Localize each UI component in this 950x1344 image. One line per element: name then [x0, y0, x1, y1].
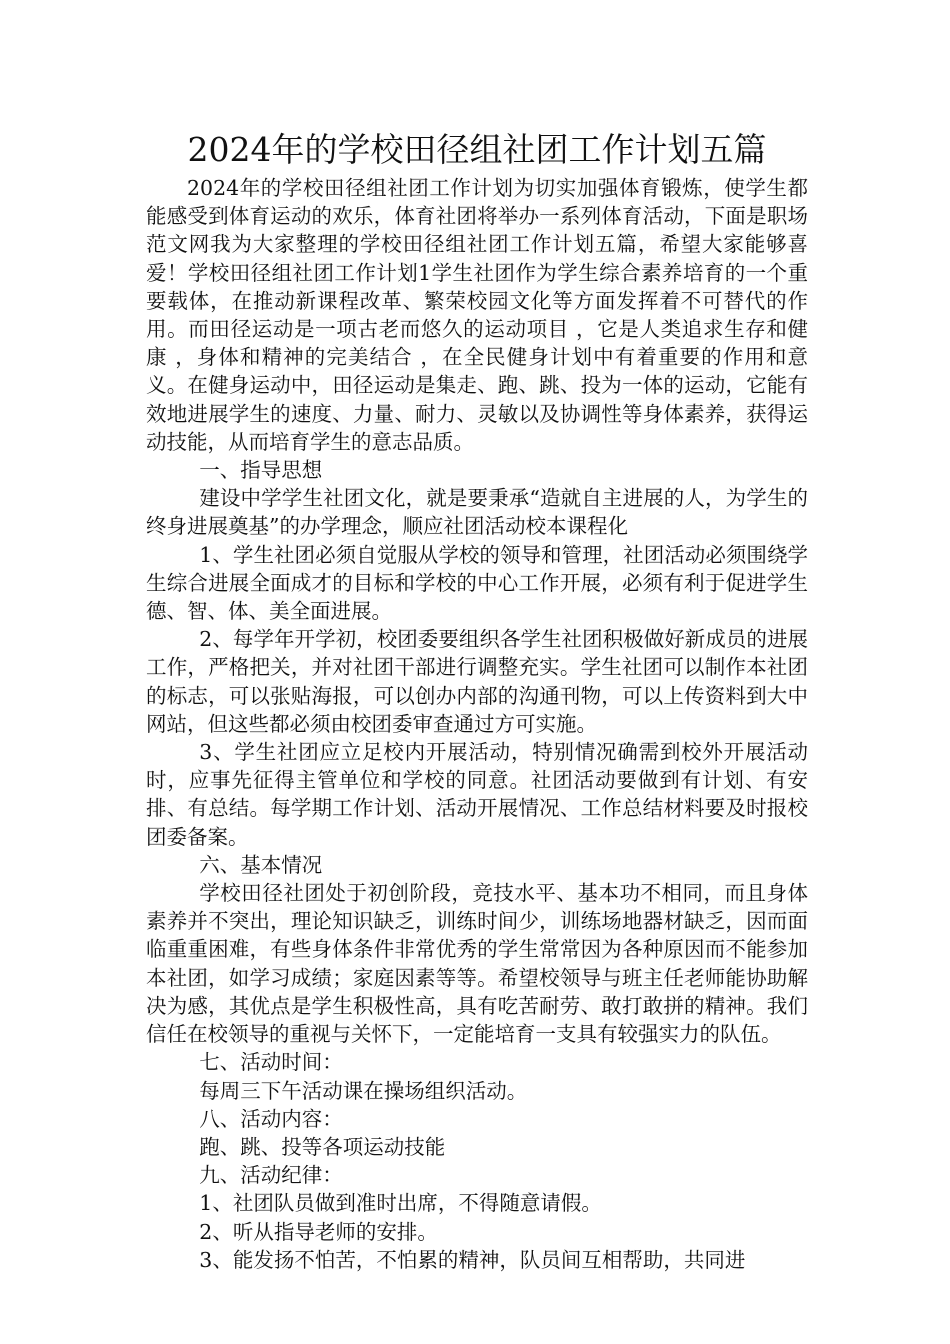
paragraph-discipline-3: 3、能发扬不怕苦，不怕累的精神，队员间互相帮助，共同进 — [199, 1247, 746, 1272]
section-heading-guiding-thought: 一、指导思想 — [199, 458, 323, 483]
paragraph-activity-time: 每周三下午活动课在操场组织活动。 — [199, 1078, 528, 1103]
section-heading-basic-situation: 六、基本情况 — [199, 852, 323, 877]
intro-paragraph: 2024年的学校田径组社团工作计划为切实加强体育锻炼，使学生都能感受到体育运动的欢乐，体育社团将举办一系列体育活动，下面是职场范文网我为大家整理的学校田径组社团工作计划五篇，希望大家能够喜爱！学校田径组社团工作计划1学生社团作为学生综合素养培育的一个重要载体，在推动新课程改革、繁荣校园文化等方面发挥着不可替代的作用。而田径运动是一项古老而悠久的运动项目 ，它是人类追求生存和健康 ，身体和精神的完美结合 ，在全民健身计划中有着重要的作用和意义。在健身运动中，田径运动是集走、跑、跳、投为一体的运动，它能有效地进展学生的速度、力量、耐力、灵敏以及协调性等身体素养，获得运动技能，从而培育学生的意志品质。 — [146, 176, 808, 454]
section-heading-discipline: 九、活动纪律： — [199, 1163, 343, 1188]
paragraph-activity-content: 跑、跳、投等各项运动技能 — [199, 1134, 446, 1159]
document-title: 2024年的学校田径组社团工作计划五篇 — [187, 130, 767, 169]
paragraph-club-culture: 建设中学学生社团文化，就是要秉承“造就自主进展的人，为学生的终身进展奠基”的办学理念，顺应社团活动校本课程化 — [146, 486, 808, 539]
paragraph-item-3: 3、学生社团应立足校内开展活动，特别情况确需到校外开展活动时，应事先征得主管单位和学校的同意。社团活动要做到有计划、有安排、有总结。每学期工作计划、活动开展情况、工作总结材料要及时报校团委备案。 — [146, 740, 808, 849]
paragraph-discipline-2: 2、听从指导老师的安排。 — [199, 1219, 438, 1244]
section-heading-activity-time: 七、活动时间： — [199, 1050, 343, 1075]
paragraph-discipline-1: 1、社团队员做到准时出席，不得随意请假。 — [199, 1191, 602, 1216]
paragraph-item-1: 1、学生社团必须自觉服从学校的领导和管理，社团活动必须围绕学生综合进展全面成才的目标和学校的中心工作开展，必须有利于促进学生德、智、体、美全面进展。 — [146, 542, 808, 624]
document-page — [146, 128, 808, 1274]
paragraph-item-2: 2、每学年开学初，校团委要组织各学生社团积极做好新成员的进展工作，严格把关，并对社团干部进行调整充实。学生社团可以制作本社团的标志，可以张贴海报，可以创办内部的沟通刊物，可以上传资料到大中网站，但这些都必须由校团委审查通过方可实施。 — [146, 627, 808, 736]
paragraph-basic-situation: 学校田径社团处于初创阶段，竞技水平、基本功不相同，而且身体素养并不突出，理论知识缺乏，训练时间少，训练场地器材缺乏，因而面临重重困难，有些身体条件非常优秀的学生常常因为各种原因而不能参加本社团，如学习成绩；家庭因素等等。希望校领导与班主任老师能协助解决为感，其优点是学生积极性高，具有吃苦耐劳、敢打敢拼的精神。我们信任在校领导的重视与关怀下，一定能培育一支具有较强实力的队伍。 — [146, 881, 808, 1047]
section-heading-activity-content: 八、活动内容： — [199, 1106, 343, 1131]
